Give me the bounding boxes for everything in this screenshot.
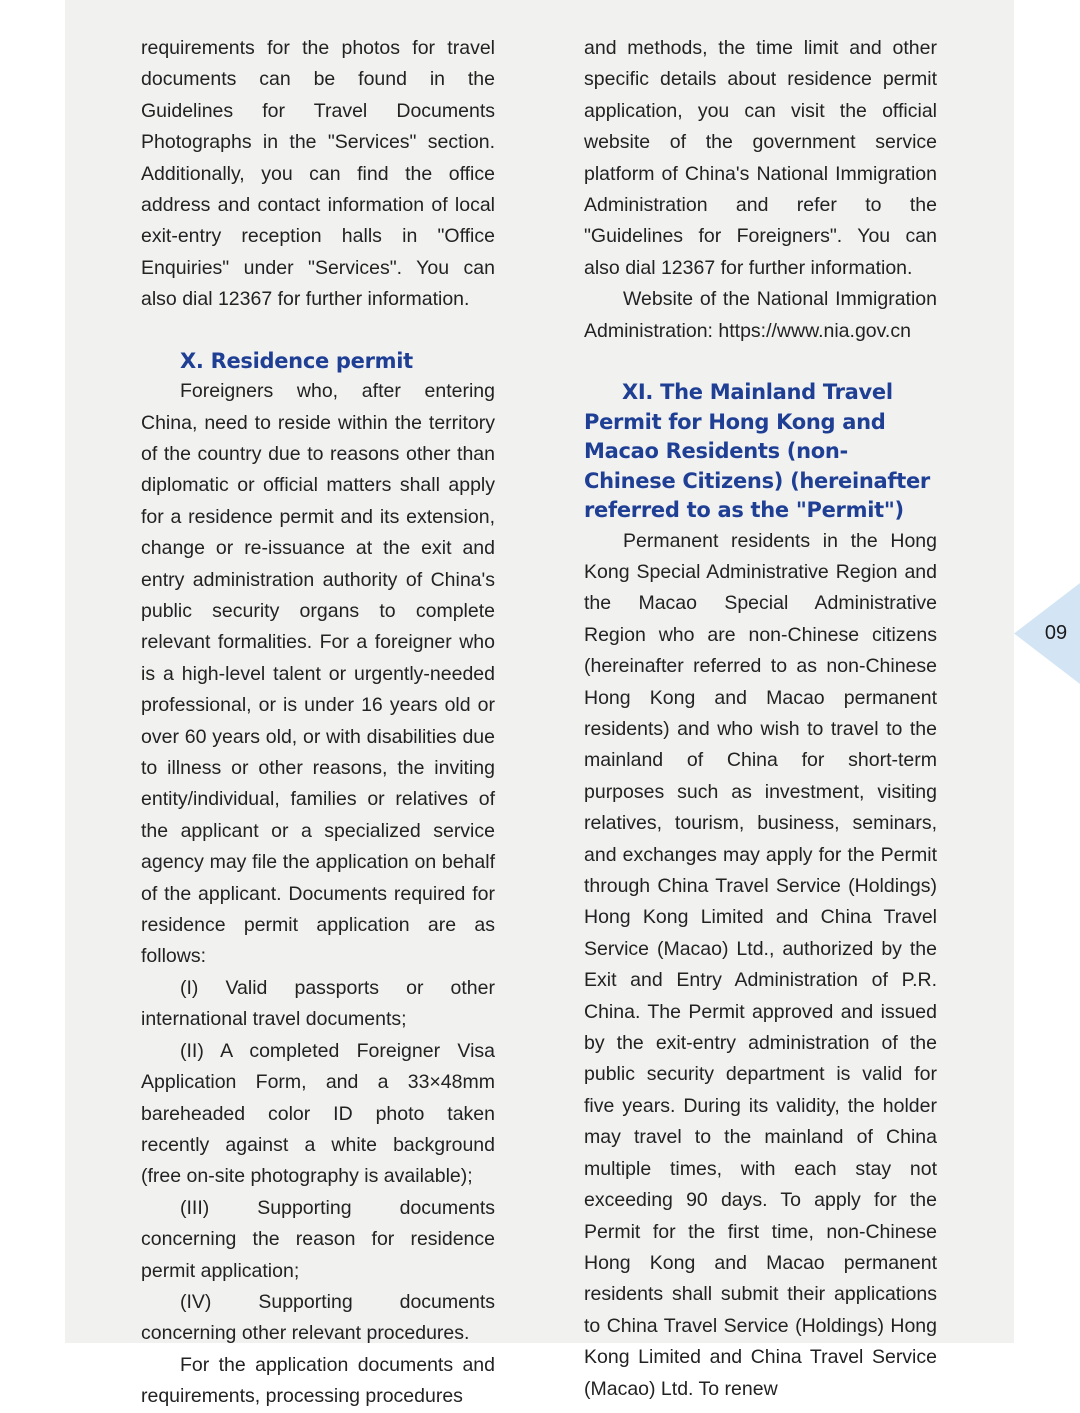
- document-item-4: (IV) Supporting documents concerning other relevant procedures.: [141, 1290, 495, 1345]
- page-number: 09: [1044, 622, 1068, 644]
- left-column: [141, 33, 495, 1413]
- page-number-tab: [1014, 583, 1080, 684]
- right-column: [584, 33, 937, 1405]
- closing-paragraph: For the application documents and requirements, processing procedures: [141, 1353, 495, 1408]
- website-paragraph: Website of the National Immigration Administration: https://www.nia.gov.cn: [584, 288, 937, 342]
- document-item-3: (III) Supporting documents concerning the reason for residence permit application;: [141, 1196, 495, 1282]
- residence-permit-paragraph: Foreigners who, after entering China, need to reside within the territory of the country due to reasons other than diplomatic or official matters shall apply for a residence permit and its extension, change or re-issuance at the exit and entry administration authority of China's public security organs to complete relevant formalities. For a foreigner who is a high-level talent or urgently-needed professional, or is under 16 years old or over 60 years old, or with disabilities due to illness or other reasons, the inviting entity/individual, families or relatives of the applicant or a specialized service agency may file the application on behalf of the applicant. Documents required for residence permit application are as follows:: [141, 380, 495, 968]
- intro-paragraph: requirements for the photos for travel documents can be found in the Guidelines for Travel Documents Photographs in the "Services" section. Additionally, you can find the office address and contact information of local exit-entry reception halls in "Office Enquiries" under "Services". You can also dial 12367 for further information.: [141, 37, 495, 311]
- continuation-paragraph: and methods, the time limit and other specific details about residence permit application, you can visit the official website of the government service platform of China's National Immigration Administration and refer to the "Guidelines for Foreigners". You can also dial 12367 for further information.: [584, 37, 937, 279]
- document-item-2: (II) A completed Foreigner Visa Application Form, and a 33×48mm bareheaded color ID photo taken recently against a white background (free on-site photography is available);: [141, 1039, 495, 1188]
- section-heading-residence-permit: X. Residence permit: [180, 348, 413, 373]
- section-heading-travel-permit: XI. The Mainland Travel Permit for Hong Kong and Macao Residents (non-Chinese Citizens) (hereinafter referred to as the "Permit"): [584, 380, 930, 523]
- document-item-1: (I) Valid passports or other international travel documents;: [141, 976, 495, 1031]
- travel-permit-paragraph: Permanent residents in the Hong Kong Special Administrative Region and the Macao Special Administrative Region who are non-Chinese citizens (hereinafter referred to as non-Chinese Hong Kong and Macao permanent residents) and who wish to travel to the mainland of China for short-term purposes such as investment, visiting relatives, tourism, business, seminars, and exchanges may apply for the Permit through China Travel Service (Holdings) Hong Kong Limited and China Travel Service (Macao) Ltd., authorized by the Exit and Entry Administration of P.R. China. The Permit approved and issued by the exit-entry administration of the public security department is valid for five years. During its validity, the holder may travel to the mainland of China multiple times, with each stay not exceeding 90 days. To apply for the Permit for the first time, non-Chinese Hong Kong and Macao permanent residents shall submit their applications to China Travel Service (Holdings) Hong Kong Limited and China Travel Service (Macao) Ltd. To renew: [584, 529, 937, 1400]
